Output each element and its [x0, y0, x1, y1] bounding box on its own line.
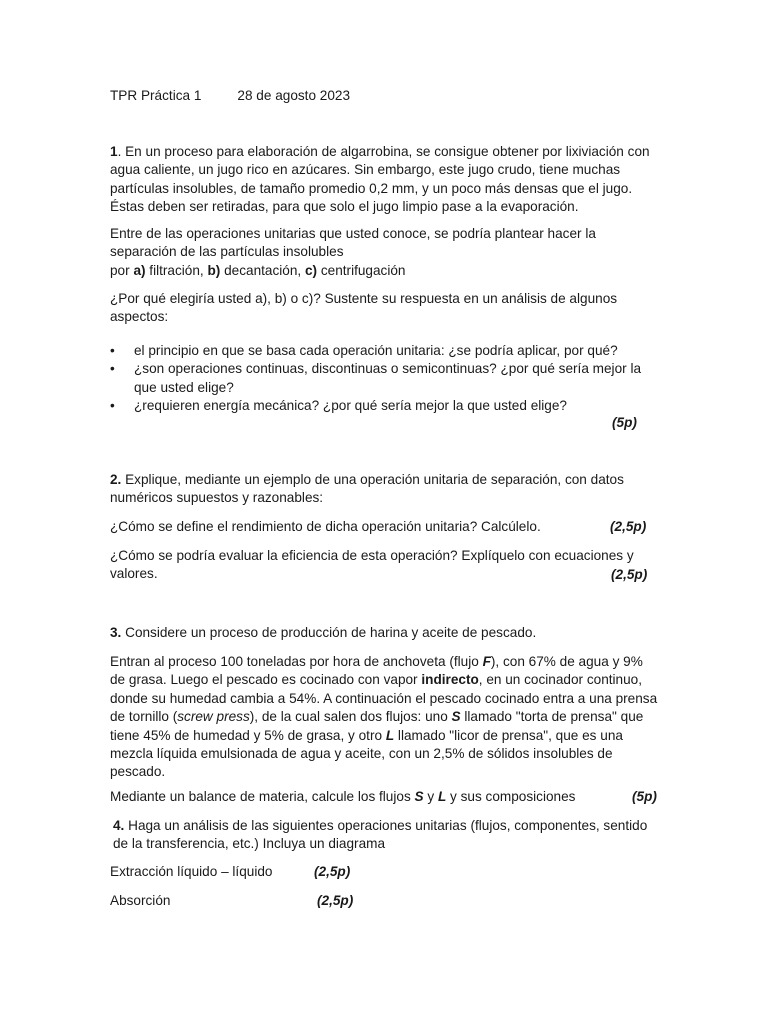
q1-statement — [110, 143, 655, 217]
q3-desc-part: , en un cocinador continuo, donde su humedad cambia a 54%. A continuación el pescado cocinado entra a una prensa de tornillo ( — [110, 672, 658, 725]
q3-desc-part: ), de la cual salen dos flujos: uno — [249, 709, 452, 725]
q3-desc-part: llamado "licor de prensa", que es una mezcla líquida emulsionada de agua y aceite, con un 2,5% de sólidos insolubles de pescado. — [110, 727, 623, 780]
q3-screw-press: screw press — [177, 709, 250, 725]
q1-option-c-label: c) — [304, 262, 318, 278]
flow-L-symbol: L — [385, 727, 395, 743]
q4-item-label: Extracción líquido – líquido — [110, 864, 273, 879]
list-item: • ¿son operaciones continuas, discontinuas o semicontinuas? ¿por qué sería mejor la que usted elige? — [110, 360, 660, 397]
q1-text: . En un proceso para elaboración de algarrobina, se consigue obtener por lixiviación con agua caliente, un jugo rico en azúcares. Sin embargo, este jugo crudo, tiene muchas partículas insolubles, de tamaño promedio 0,2 mm, y un poco más densas que el jugo. Éstas deben ser retiradas, para que solo el jugo limpio pase a la evaporación. — [110, 144, 650, 215]
q3-balance — [110, 788, 655, 806]
q3-statement — [110, 624, 655, 642]
q4-item-label: Absorción — [110, 893, 171, 908]
q1-option-c-text: centrifugación — [317, 262, 406, 278]
document-header — [110, 87, 655, 105]
q2-rendimiento-score: (2,5p) — [610, 519, 647, 534]
q3-number: 3. — [110, 625, 122, 640]
q3-desc-part: llamado "torta de prensa" que tiene 45% de humedad y 5% de grasa, y otro — [110, 709, 644, 743]
q4-number: 4. — [113, 818, 125, 833]
q3-desc-part: Entran al proceso 100 toneladas por hora de anchoveta (flujo — [110, 654, 483, 669]
q3-balance-part: y sus composiciones — [446, 789, 576, 804]
q1-bullet-list — [110, 342, 660, 416]
q3-text: Considere un proceso de producción de harina y aceite de pescado. — [121, 625, 537, 640]
q2-statement — [110, 471, 655, 508]
flow-F-symbol: F — [482, 654, 491, 669]
q3-balance-part: y — [423, 789, 438, 804]
q4-text: Haga un análisis de las siguientes operaciones unitarias (flujos, componentes, sentido de la transferencia, etc.) Incluya un diagrama — [113, 818, 648, 852]
q4-statement — [113, 817, 658, 854]
q1-number: 1 — [110, 144, 118, 159]
q3-score: (5p) — [632, 789, 657, 804]
q3-balance-part: Mediante un balance de materia, calcule los flujos — [110, 789, 415, 804]
flow-L-symbol: L — [437, 789, 447, 804]
q1-operations — [110, 225, 630, 280]
q4-item — [110, 892, 655, 910]
q4-item-score: (2,5p) — [314, 864, 351, 879]
q1-por: por — [110, 262, 134, 278]
q3-description — [110, 653, 660, 782]
q4-item-score: (2,5p) — [317, 893, 354, 908]
header-title: TPR Práctica 1 — [110, 88, 202, 103]
q1-option-a-label: a) — [133, 262, 146, 278]
q4-item — [110, 863, 655, 881]
q2-text: Explique, mediante un ejemplo de una operación unitaria de separación, con datos numéricos supuestos y razonables: — [110, 472, 624, 506]
header-date: 28 de agosto 2023 — [237, 88, 351, 103]
q2-eficiencia: ¿Cómo se podría evaluar la eficiencia de esta operación? Explíquelo con ecuaciones y valores. — [110, 548, 634, 582]
q1-score: (5p) — [612, 415, 637, 430]
q1-option-b-text: decantación, — [220, 262, 305, 278]
q2-rendimiento — [110, 518, 655, 536]
q1-option-a-text: filtración, — [145, 262, 208, 278]
q3-indirecto: indirecto — [421, 672, 479, 688]
q3-desc-part: ), con 67% de agua y 9% de grasa. Luego el pescado es cocinado con vapor — [110, 654, 643, 688]
flow-S-symbol: S — [451, 709, 461, 725]
flow-S-symbol: S — [414, 789, 424, 804]
q1-ops-intro: Entre de las operaciones unitarias que usted conoce, se podría plantear hacer la separación de las partículas insolubles — [110, 226, 596, 260]
q2-number: 2. — [110, 472, 122, 487]
q1-option-b-label: b) — [207, 262, 221, 278]
q2-eficiencia-score: (2,5p) — [611, 567, 648, 582]
list-item: • ¿requieren energía mecánica? ¿por qué sería mejor la que usted elige? — [110, 397, 660, 415]
q1-question: ¿Por qué elegiría usted a), b) o c)? Sustente su respuesta en un análisis de algunos aspectos: — [110, 291, 618, 325]
list-item: • el principio en que se basa cada operación unitaria: ¿se podría aplicar, por qué? — [110, 342, 660, 360]
q2-rendimiento-text: ¿Cómo se define el rendimiento de dicha operación unitaria? Calcúlelo. — [110, 519, 541, 534]
